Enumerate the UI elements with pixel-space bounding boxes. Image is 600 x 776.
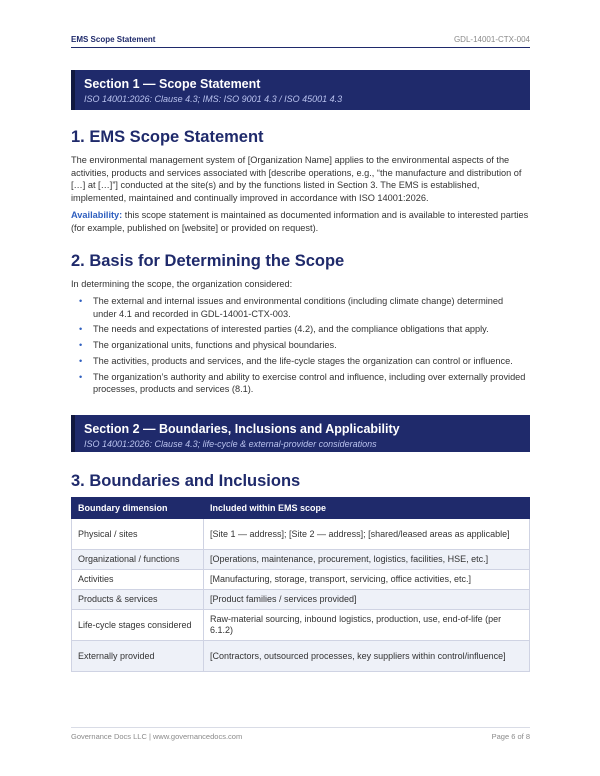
heading-ems-scope-statement: 1. EMS Scope Statement — [71, 128, 264, 146]
section-1-banner-title: Section 1 — Scope Statement — [84, 77, 261, 91]
page-header — [71, 34, 530, 48]
column-header: Included within EMS scope — [204, 498, 530, 519]
heading-basis-for-scope: 2. Basis for Determining the Scope — [71, 252, 345, 270]
section-2-banner-subtitle: ISO 14001:2026: Clause 4.3; life-cycle & external-provider considerations — [84, 439, 377, 449]
page-footer — [71, 727, 530, 741]
table-cell: Organizational / functions — [72, 550, 204, 570]
availability-paragraph — [71, 209, 530, 234]
scope-paragraph: The environmental management system of [Organization Name] applies to the environmental aspects of the activities, products and services associated with [describe operations, e.g., “the manufacture and distribution of […] at […]”] conducted at the site(s) and by the functions listed in Section 3. The EMS is established, implemented, maintained and continually improved in accordance with ISO 14001:2026. — [71, 155, 522, 203]
bullet-icon: • — [79, 355, 83, 366]
availability-text: this scope statement is maintained as documented information and is available to interested parties (for example, published on [website] or provided on request). — [71, 210, 529, 233]
table-cell: Life-cycle stages considered — [72, 610, 204, 641]
table-row — [72, 519, 530, 550]
bullet-text: The organization’s authority and ability to exercise control and influence, including over externally provided processes, products and services (8.1). — [93, 371, 526, 395]
list-item — [79, 371, 529, 396]
bullet-text: The needs and expectations of interested parties (4.2), and the compliance obligations that apply. — [93, 324, 489, 335]
basis-bullet-list — [79, 295, 529, 399]
basis-intro-paragraph: In determining the scope, the organization considered: — [71, 279, 293, 289]
bullet-icon: • — [79, 340, 83, 351]
table-header-row — [72, 498, 530, 519]
table-cell: [Contractors, outsourced processes, key suppliers within control/influence] — [204, 641, 530, 672]
availability-label: Availability: — [71, 210, 123, 220]
table-cell: [Operations, maintenance, procurement, logistics, facilities, HSE, etc.] — [204, 550, 530, 570]
table-cell: Products & services — [72, 590, 204, 610]
table-cell: [Manufacturing, storage, transport, servicing, office activities, etc.] — [204, 570, 530, 590]
table-cell: Externally provided — [72, 641, 204, 672]
table-row — [72, 610, 530, 641]
table-row — [72, 570, 530, 590]
header-title: EMS Scope Statement — [71, 35, 156, 44]
bullet-text: The activities, products and services, and the life-cycle stages the organization can control or influence. — [93, 355, 513, 366]
header-doc-id: GDL-14001-CTX-004 — [453, 35, 530, 44]
table-cell: Raw-material sourcing, inbound logistics, production, use, end-of-life (per 6.1.2) — [204, 610, 530, 641]
footer-company: Governance Docs LLC | www.governancedocs.com — [71, 732, 243, 741]
column-header: Boundary dimension — [72, 498, 204, 519]
footer-page-number: Page 6 of 8 — [491, 732, 530, 741]
list-item — [79, 339, 529, 352]
bullet-text: The organizational units, functions and physical boundaries. — [93, 340, 337, 351]
section-2-banner — [71, 415, 530, 452]
table-cell: [Site 1 — address]; [Site 2 — address]; [shared/leased areas as applicable] — [204, 519, 530, 550]
table-row — [72, 590, 530, 610]
section-2-banner-title: Section 2 — Boundaries, Inclusions and Applicability — [84, 422, 400, 436]
bullet-icon: • — [79, 371, 83, 382]
section-1-banner — [71, 70, 530, 110]
table-cell: Physical / sites — [72, 519, 204, 550]
section-1-banner-subtitle: ISO 14001:2026: Clause 4.3; IMS: ISO 9001 4.3 / ISO 45001 4.3 — [84, 94, 343, 104]
table-row — [72, 550, 530, 570]
bullet-text: The external and internal issues and environmental conditions (including climate change) determined under 4.1 and recorded in GDL-14001-CTX-003. — [93, 296, 504, 319]
list-item — [79, 355, 529, 368]
table-cell: [Product families / services provided] — [204, 590, 530, 610]
table-cell: Activities — [72, 570, 204, 590]
bullet-icon: • — [79, 324, 83, 335]
table-row — [72, 641, 530, 672]
list-item — [79, 295, 529, 320]
boundaries-table — [71, 497, 530, 672]
heading-boundaries-inclusions: 3. Boundaries and Inclusions — [71, 472, 301, 490]
bullet-icon: • — [79, 296, 83, 306]
list-item — [79, 323, 529, 336]
